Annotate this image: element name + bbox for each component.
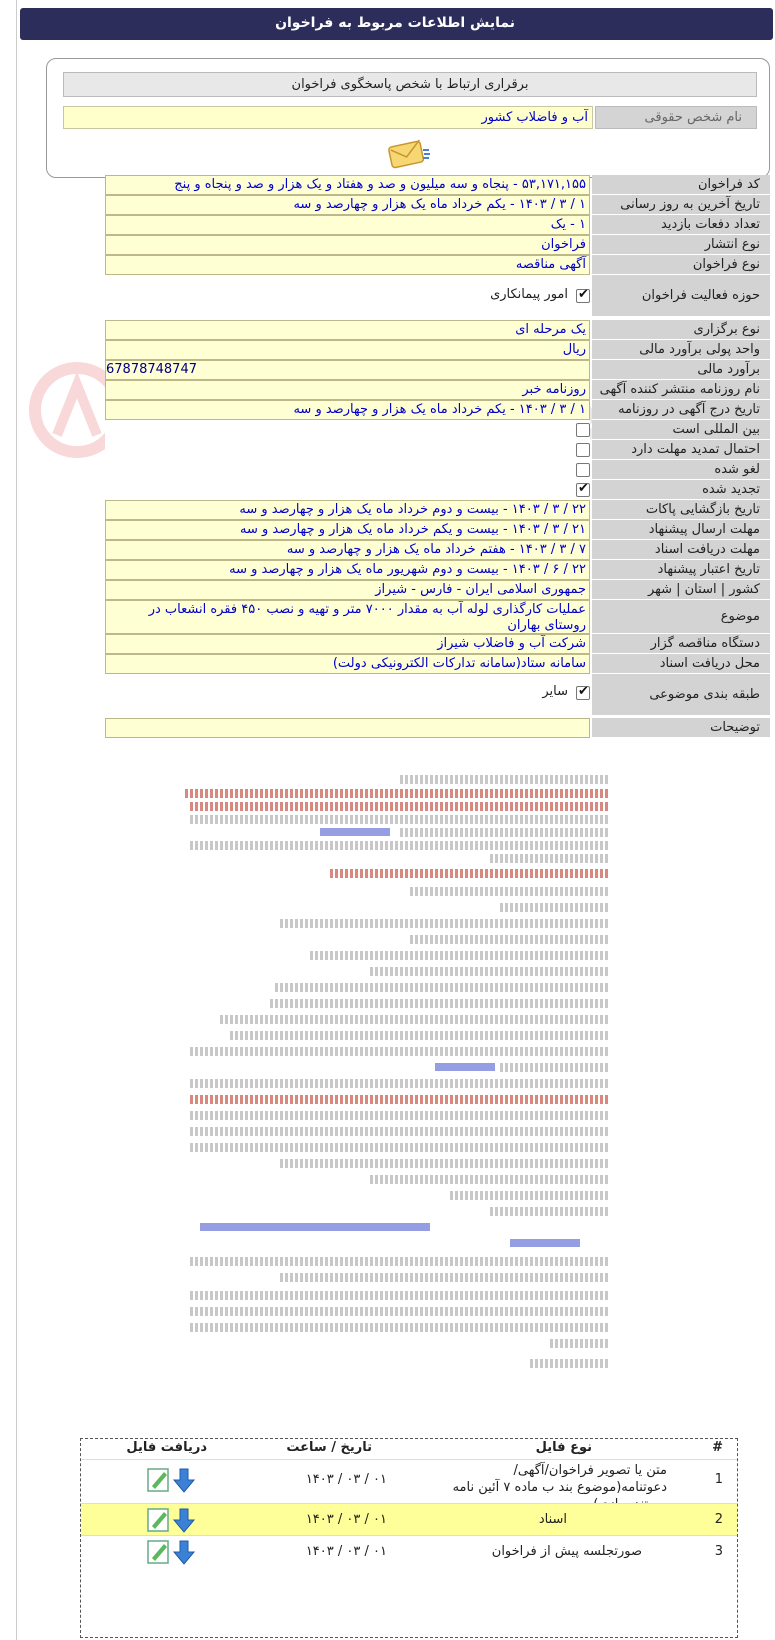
field-options: [105, 674, 590, 716]
download-file-button[interactable]: [146, 1466, 198, 1494]
field-subject: [105, 600, 770, 634]
col-date: تاریخ / ساعت: [286, 1440, 372, 1455]
files-table-header: [81, 1439, 737, 1457]
contact-row: [63, 106, 757, 129]
field-docs-place: [105, 654, 770, 674]
edit-document-icon: [148, 1469, 168, 1491]
field-send-deadline: [105, 520, 770, 540]
field-label: تاریخ درج آگهی در روزنامه: [592, 400, 770, 420]
field-label: حوزه فعالیت فراخوان: [592, 275, 770, 317]
contact-value: آب و فاضلاب کشور: [63, 106, 593, 129]
field-value: سامانه ستاد(سامانه تدارکات الکترونیکی دولت): [105, 654, 590, 674]
field-options: [105, 460, 590, 480]
field-value: ۱ / ۳ / ۱۴۰۳ - یکم خرداد ماه یک هزار و چهارصد و سه: [105, 400, 590, 420]
field-value: روزنامه خبر: [105, 380, 590, 400]
field-label: نوع برگزاری: [592, 320, 770, 340]
field-extension: [105, 440, 770, 460]
field-visits: [105, 215, 770, 235]
field-category: [105, 674, 770, 716]
field-label: برآورد مالی: [592, 360, 770, 380]
field-value: جمهوری اسلامی ایران - فارس - شیراز: [105, 580, 590, 600]
edit-document-icon: [148, 1541, 168, 1563]
email-icon[interactable]: [387, 138, 431, 170]
field-label: واحد پولی برآورد مالی: [592, 340, 770, 360]
field-label: دستگاه مناقصه گزار: [592, 634, 770, 654]
col-num: #: [712, 1440, 723, 1455]
category-checkbox[interactable]: [576, 686, 590, 700]
field-label: نوع انتشار: [592, 235, 770, 255]
field-label: کد فراخوان: [592, 175, 770, 195]
field-renewed: [105, 480, 770, 500]
field-value: ۲۲ / ۶ / ۱۴۰۳ - بیست و دوم شهریور ماه یک هزار و چهارصد و سه: [105, 560, 590, 580]
field-options: [105, 480, 590, 500]
col-download: دریافت فایل: [126, 1440, 207, 1455]
download-arrow-icon: [174, 1541, 194, 1564]
field-value: ۱ - یک: [105, 215, 590, 235]
field-label: مهلت ارسال پیشنهاد: [592, 520, 770, 540]
file-row: [81, 1503, 737, 1535]
field-value: ۲۱ / ۳ / ۱۴۰۳ - بیست و یکم خرداد ماه یک هزار و چهارصد و سه: [105, 520, 590, 540]
field-label: نام روزنامه منتشر کننده آگهی: [592, 380, 770, 400]
field-value: 67878748747: [105, 360, 590, 380]
download-arrow-icon: [174, 1469, 194, 1492]
field-value: فراخوان: [105, 235, 590, 255]
field-cancelled: [105, 460, 770, 480]
field-label: تاریخ بازگشایی پاکات: [592, 500, 770, 520]
field-value: [105, 718, 590, 738]
field-opening: [105, 500, 770, 520]
field-label: کشور | استان | شهر: [592, 580, 770, 600]
field-estimate: [105, 360, 770, 380]
activity-checkbox[interactable]: [576, 289, 590, 303]
file-row: [81, 1535, 737, 1567]
field-label: نوع فراخوان: [592, 255, 770, 275]
field-options: [105, 440, 590, 460]
download-file-button[interactable]: [146, 1538, 198, 1566]
field-label: بین المللی است: [592, 420, 770, 440]
field-value: شرکت آب و فاضلاب شیراز: [105, 634, 590, 654]
field-label: احتمال تمدید مهلت دارد: [592, 440, 770, 460]
page-title-bar: [20, 8, 773, 40]
category-option-label: سایر: [542, 684, 568, 699]
activity-option-label: امور پیمانکاری: [490, 287, 568, 302]
field-label: موضوع: [592, 600, 770, 634]
field-validity: [105, 560, 770, 580]
extension-checkbox[interactable]: [576, 443, 590, 457]
page-title: نمایش اطلاعات مربوط به فراخوان: [275, 15, 515, 31]
field-call-type: [105, 255, 770, 275]
field-value: یک مرحله ای: [105, 320, 590, 340]
col-type: نوع فایل: [535, 1440, 592, 1455]
edit-document-icon: [148, 1509, 168, 1531]
file-date: ۰۱ / ۰۳ / ۱۴۰۳: [305, 1544, 387, 1559]
field-publish-type: [105, 235, 770, 255]
field-value: ۵۳,۱۷۱,۱۵۵ - پنجاه و سه میلیون و صد و هفتاد و یک هزار و صد و پنجاه و پنج: [105, 175, 590, 195]
field-currency: [105, 340, 770, 360]
file-date: ۰۱ / ۰۳ / ۱۴۰۳: [305, 1472, 387, 1487]
field-value: ۷ / ۳ / ۱۴۰۳ - هفتم خرداد ماه یک هزار و چهارصد و سه: [105, 540, 590, 560]
file-num: 1: [714, 1472, 723, 1487]
download-file-button[interactable]: [146, 1506, 198, 1534]
field-holding-type: [105, 320, 770, 340]
field-options: [105, 420, 590, 440]
field-docs-deadline: [105, 540, 770, 560]
field-label: تاریخ اعتبار پیشنهاد: [592, 560, 770, 580]
field-value: عملیات کارگذاری لوله آب به مقدار ۷۰۰۰ متر و تهیه و نصب ۴۵۰ فقره انشعاب در روستای بهاران: [105, 600, 590, 634]
field-label: تجدید شده: [592, 480, 770, 500]
field-label: لغو شده: [592, 460, 770, 480]
field-label: محل دریافت اسناد: [592, 654, 770, 674]
file-num: 3: [714, 1544, 723, 1559]
field-value: ۱ / ۳ / ۱۴۰۳ - یکم خرداد ماه یک هزار و چهارصد و سه: [105, 195, 590, 215]
field-code: [105, 175, 770, 195]
file-row: [81, 1459, 737, 1503]
field-label: طبقه بندی موضوعی: [592, 674, 770, 716]
cancelled-checkbox[interactable]: [576, 463, 590, 477]
field-activity: [105, 275, 770, 317]
download-arrow-icon: [174, 1509, 194, 1532]
field-location: [105, 580, 770, 600]
field-label: تاریخ آخرین به روز رسانی: [592, 195, 770, 215]
field-international: [105, 420, 770, 440]
field-organizer: [105, 634, 770, 654]
field-description: [105, 718, 770, 738]
field-label: تعداد دفعات بازدید: [592, 215, 770, 235]
file-type: متن یا تصویر فراخوان/آگهی/دعوتنامه(موضوع بند ب ماده ۷ آئین نامه: [452, 1463, 667, 1495]
file-date: ۰۱ / ۰۳ / ۱۴۰۳: [305, 1512, 387, 1527]
contact-heading: برقراری ارتباط با شخص پاسخگوی فراخوان: [63, 72, 757, 97]
announcement-image: [185, 775, 610, 1375]
field-options: [105, 275, 590, 317]
contact-label: نام شخص حقوقی: [595, 106, 757, 129]
field-label: توضیحات: [592, 718, 770, 738]
file-num: 2: [714, 1512, 723, 1527]
field-label: مهلت دریافت اسناد: [592, 540, 770, 560]
file-type: صورتجلسه پیش از فراخوان: [491, 1544, 642, 1559]
field-value: آگهی مناقصه: [105, 255, 590, 275]
field-newspaper-date: [105, 400, 770, 420]
field-value: ۲۲ / ۳ / ۱۴۰۳ - بیست و دوم خرداد ماه یک هزار و چهارصد و سه: [105, 500, 590, 520]
field-last-update: [105, 195, 770, 215]
renewed-checkbox[interactable]: [576, 483, 590, 497]
field-newspaper: [105, 380, 770, 400]
files-table: [80, 1438, 738, 1638]
field-value: ریال: [105, 340, 590, 360]
file-type: اسناد: [538, 1512, 567, 1527]
international-checkbox[interactable]: [576, 423, 590, 437]
